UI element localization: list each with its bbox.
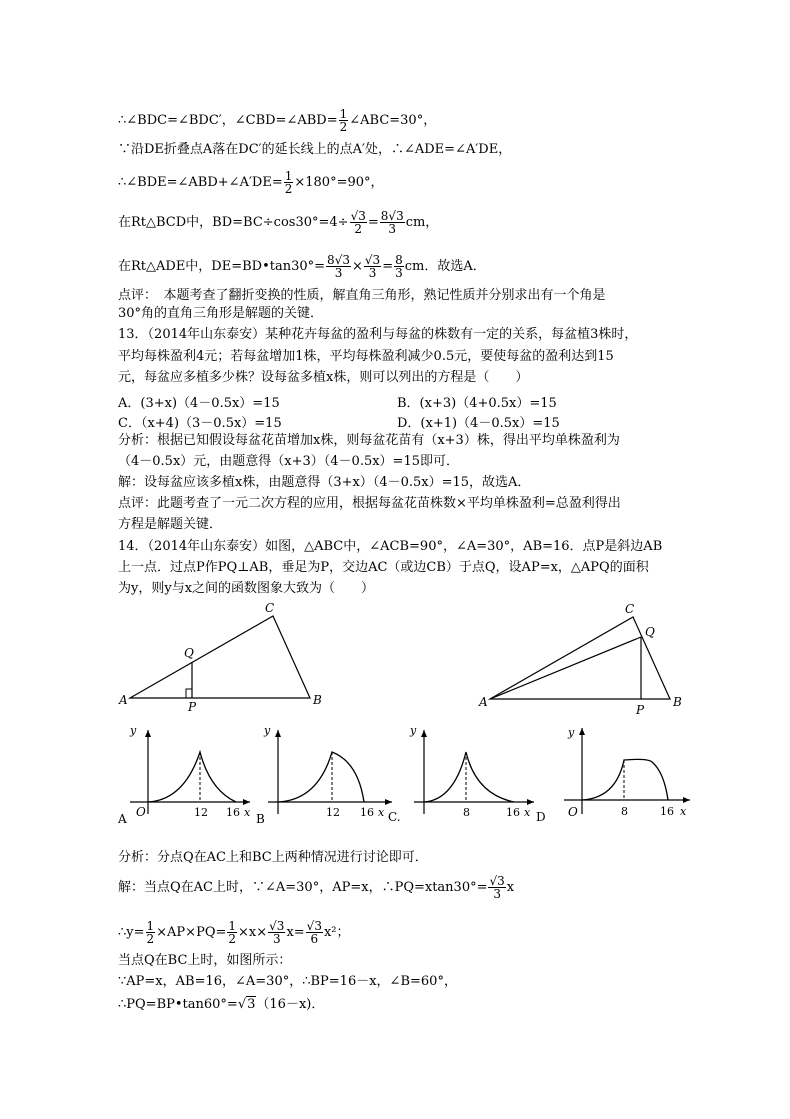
numerator: √3 bbox=[269, 919, 285, 933]
y-label: y bbox=[130, 724, 137, 737]
denominator: 3 bbox=[368, 266, 377, 280]
numerator: √3 bbox=[489, 874, 505, 888]
tick-label: 16 bbox=[226, 806, 240, 819]
label-b: B bbox=[673, 695, 682, 709]
radicand: 3 bbox=[358, 209, 366, 223]
denominator: 3 bbox=[493, 887, 501, 901]
text-segment: x bbox=[506, 880, 515, 895]
denominator: 2 bbox=[228, 932, 237, 946]
denominator: 6 bbox=[310, 932, 319, 946]
y-label: y bbox=[410, 724, 417, 737]
radicand: 3 bbox=[372, 253, 381, 267]
text-segment: ×180°=90°， bbox=[294, 175, 384, 190]
q13-option-a: A．(3+x)（4－0.5x）=15 bbox=[118, 396, 280, 411]
sqrt-3: √3 bbox=[237, 997, 256, 1012]
tick-label: 16 bbox=[506, 806, 520, 819]
triangle-figure-2 bbox=[475, 600, 690, 720]
tick-label: 8 bbox=[463, 806, 470, 819]
radicand: 3 bbox=[342, 253, 350, 267]
tick-label: 16 bbox=[660, 805, 674, 818]
radicand: 3 bbox=[247, 997, 256, 1012]
segment-aq bbox=[490, 637, 641, 699]
q13-line-2: 平均每株盈利4元；若每盆增加1株，平均每株盈利减少0.5元，要使每盆的盈利达到15 bbox=[118, 349, 614, 364]
x-axis-arrow-icon bbox=[385, 799, 392, 805]
graph-option-b bbox=[260, 722, 400, 820]
label-a: A bbox=[479, 695, 488, 709]
label-c: C bbox=[625, 602, 635, 616]
text-segment: 在Rt△BCD中，BD=BC÷cos30°=4÷ bbox=[118, 215, 349, 230]
graph-option-c bbox=[406, 722, 546, 820]
graph-curve bbox=[278, 752, 364, 802]
radicand: 3 bbox=[314, 919, 322, 933]
tick-label: 8 bbox=[621, 805, 628, 818]
fraction-sqrt3-over-3 bbox=[364, 254, 381, 279]
q13-option-b: B．(x+3)（4+0.5x）=15 bbox=[397, 396, 557, 411]
text-segment: ∴PQ=BP•tan60°= bbox=[118, 997, 238, 1012]
denominator: 3 bbox=[388, 222, 397, 236]
y-axis-arrow-icon bbox=[579, 728, 585, 735]
x-axis-arrow-icon bbox=[683, 797, 690, 803]
label-q: Q bbox=[184, 646, 194, 660]
label-p: P bbox=[636, 703, 645, 717]
q13-option-c: C．（x+4)（3－0.5x）=15 bbox=[118, 416, 282, 431]
text-segment: cm， bbox=[405, 215, 439, 230]
a13-line-5: 方程是解题关键． bbox=[118, 517, 223, 532]
a13-line-3: 解：设每盆应该多植x株，由题意得（3+x）（4－0.5x）=15，故选A． bbox=[118, 475, 531, 490]
fraction-8sqrt3-over-3 bbox=[380, 210, 405, 235]
fraction-half bbox=[227, 920, 237, 945]
fraction-sqrt3-over-6 bbox=[306, 920, 323, 945]
text-segment: （16－x)． bbox=[256, 997, 325, 1012]
a14-line-6 bbox=[118, 997, 324, 1013]
numerator: √3 bbox=[306, 919, 322, 933]
numerator: √3 bbox=[350, 209, 366, 223]
text-segment: 解：当点Q在AC上时，∵∠A=30°，AP=x，∴PQ=xtan30°= bbox=[118, 880, 488, 895]
denominator: 2 bbox=[146, 932, 155, 946]
numerator: 1 bbox=[284, 169, 293, 183]
a13-line-4: 点评：此题考查了一元二次方程的应用，根据每盆花苗株数×平均单株盈利=总盈利得出 bbox=[118, 496, 621, 511]
text-line-4: 在Rt△BCD中，BD=BC÷cos30°=4÷ $\frac{√3}{2}$ = $\frac{8√3}{3}$ cm， bbox=[118, 209, 439, 236]
graph-c-label: C. bbox=[388, 810, 401, 824]
origin-label: O bbox=[136, 805, 146, 819]
tick-label: 12 bbox=[194, 806, 208, 819]
origin-label: O bbox=[568, 805, 578, 819]
numerator: √3 bbox=[364, 253, 381, 267]
label-p: P bbox=[188, 700, 197, 712]
label-a: A bbox=[119, 693, 128, 707]
numerator: 8√3 bbox=[380, 209, 404, 223]
graph-curve bbox=[148, 752, 236, 802]
fraction-sqrt3-over-2 bbox=[350, 210, 367, 235]
text-segment: x= bbox=[286, 925, 305, 940]
label-b: B bbox=[313, 693, 322, 707]
graph-b-label: B bbox=[256, 812, 265, 826]
numerator: 8 bbox=[395, 253, 403, 267]
graph-option-a bbox=[118, 722, 258, 820]
text-line-6: 点评： 本题考查了翻折变换的性质，解直角三角形，熟记性质并分别求出有一个角是 bbox=[118, 288, 606, 303]
triangle-abc bbox=[130, 616, 310, 698]
graph-d-label: D bbox=[536, 810, 546, 824]
radicand: 3 bbox=[497, 874, 505, 888]
numerator: 1 bbox=[146, 919, 155, 933]
right-angle-mark bbox=[186, 689, 192, 698]
triangle-figure-1 bbox=[115, 600, 345, 712]
q14-line-2: 上一点．过点P作PQ⊥AB，垂足为P，交边AC（或边CB）于点Q，设AP=x，△APQ的面积 bbox=[118, 560, 649, 575]
graph-option-d bbox=[556, 722, 696, 820]
denominator: 3 bbox=[334, 266, 343, 280]
tick-label: 12 bbox=[326, 806, 340, 819]
text-segment: x²； bbox=[323, 925, 350, 940]
text-segment: 在Rt△ADE中，DE=BD•tan30°= bbox=[118, 259, 326, 274]
tick-label: 16 bbox=[360, 806, 374, 819]
x-label: x bbox=[524, 806, 531, 819]
q13-option-d: D．(x+1)（4－0.5x）=15 bbox=[397, 416, 560, 431]
x-label: x bbox=[378, 806, 385, 819]
a13-line-1: 分析：根据已知假设每盆花苗增加x株，则每盆花苗有（x+3）株，得出平均单株盈利为 bbox=[118, 433, 620, 448]
q14-line-1: 14．（2014年山东泰安）如图，△ABC中，∠ACB=90°，∠A=30°，AB=16．点P是斜边AB bbox=[118, 539, 663, 554]
denominator: 3 bbox=[272, 932, 281, 946]
numerator: 8√3 bbox=[327, 253, 350, 267]
a14-line-2 bbox=[118, 875, 514, 900]
text-segment: cm．故选A． bbox=[404, 259, 486, 274]
label-q: Q bbox=[645, 625, 655, 639]
y-axis-arrow-icon bbox=[275, 730, 281, 737]
graph-curve bbox=[424, 752, 514, 802]
x-axis-arrow-icon bbox=[243, 799, 250, 805]
graph-curve bbox=[582, 759, 668, 800]
radicand: 3 bbox=[276, 919, 285, 933]
text-segment: ∴∠BDC=∠BDC′，∠CBD=∠ABD= bbox=[118, 113, 338, 128]
text-segment: ∴∠BDE=∠ABD+∠A′DE= bbox=[118, 175, 283, 190]
q14-line-3: 为y，则y与x之间的函数图象大致为（ ） bbox=[118, 581, 375, 596]
a14-line-1: 分析：分点Q在AC上和BC上两种情况进行讨论即可． bbox=[118, 850, 428, 865]
text-line-1 bbox=[118, 108, 436, 133]
graph-a-label: A bbox=[118, 812, 127, 826]
y-label: y bbox=[264, 724, 271, 737]
text-line-3 bbox=[118, 170, 384, 195]
text-segment: ×AP×PQ= bbox=[156, 925, 227, 940]
y-label: y bbox=[568, 726, 575, 739]
x-label: x bbox=[244, 806, 251, 819]
fraction-half bbox=[146, 920, 156, 945]
denominator: 3 bbox=[395, 266, 403, 280]
fraction-half bbox=[284, 170, 294, 195]
numerator: 1 bbox=[339, 107, 348, 121]
fraction-8sqrt3-over-3 bbox=[326, 254, 351, 279]
numerator: 1 bbox=[228, 919, 237, 933]
text-line-7: 30°角的直角三角形是解题的关键． bbox=[118, 306, 324, 321]
text-line-5: 在Rt△ADE中，DE=BD•tan30°= $\frac{8√3}{3}$ × $\frac{√3}{3}$ = $\frac{8}{3}$ cm．故选A． bbox=[118, 253, 486, 280]
label-c: C bbox=[265, 601, 275, 615]
y-axis-arrow-icon bbox=[145, 730, 151, 737]
denominator: 2 bbox=[354, 222, 363, 236]
fraction-half bbox=[339, 108, 349, 133]
text-segment: ∠ABC=30°， bbox=[349, 113, 437, 128]
denominator: 2 bbox=[284, 182, 293, 196]
coefficient: 8 bbox=[327, 253, 335, 267]
q13-line-1: 13．（2014年山东泰安）某种花卉每盆的盈利与每盆的株数有一定的关系，每盆植3株时， bbox=[118, 327, 638, 342]
a14-line-4: 当点Q在BC上时，如图所示： bbox=[118, 953, 292, 968]
fraction-sqrt3-over-3 bbox=[488, 875, 505, 900]
x-axis-arrow-icon bbox=[527, 799, 534, 805]
denominator: 2 bbox=[339, 120, 348, 134]
triangle-abc bbox=[490, 617, 670, 699]
a14-line-3 bbox=[118, 920, 350, 945]
a13-line-2: （4－0.5x）元，由题意得（x+3）（4－0.5x）=15即可． bbox=[118, 454, 459, 469]
text-segment: ×x× bbox=[238, 925, 268, 940]
radicand: 3 bbox=[396, 209, 404, 223]
x-label: x bbox=[680, 805, 687, 818]
y-axis-arrow-icon bbox=[421, 730, 427, 737]
fraction-8-over-3 bbox=[394, 254, 404, 279]
coefficient: 8 bbox=[380, 209, 389, 223]
q13-line-3: 元，每盆应多植多少株？设每盆多植x株，则可以列出的方程是（ ） bbox=[118, 370, 529, 385]
text-line-2: ∵沿DE折叠点A落在DC′的延长线上的点A′处，∴∠ADE=∠A′DE， bbox=[118, 142, 512, 157]
a14-line-5: ∵AP=x，AB=16，∠A=30°，∴BP=16－x，∠B=60°， bbox=[118, 974, 457, 989]
fraction-sqrt3-over-3 bbox=[268, 920, 285, 945]
text-segment: ∴y= bbox=[118, 925, 145, 940]
